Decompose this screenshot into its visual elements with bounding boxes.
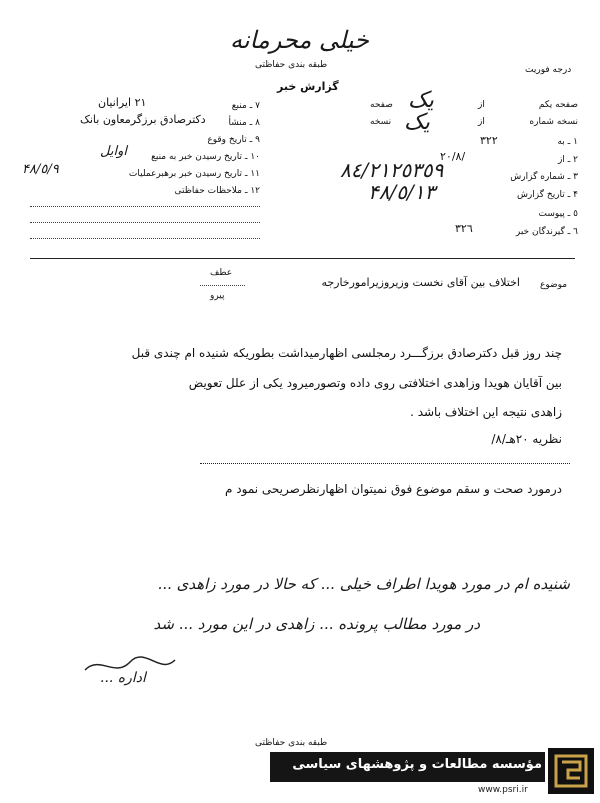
footer-stub: طبقه بندی حفاظتی bbox=[255, 738, 328, 748]
field-to-value: ٣٢٢ bbox=[480, 134, 498, 147]
footer-url: www.psri.ir bbox=[478, 785, 528, 795]
body-rule bbox=[200, 463, 570, 464]
handwritten-note-1: شنیده ام در مورد هویدا اطراف خیلی ... که حالا در مورد زاهدی ... bbox=[157, 575, 570, 593]
field-copy-mid: از bbox=[478, 117, 485, 127]
field-page-end: صفحه bbox=[370, 100, 393, 110]
field-recipients-value: ٣٢٦ bbox=[455, 222, 473, 235]
field-received-ops: ١١ ـ تاریخ رسیدن خبر برهبرعملیات bbox=[128, 169, 260, 179]
field-page-value: یک bbox=[408, 88, 434, 113]
field-label: نسخه شماره bbox=[529, 117, 578, 127]
field-origin-value: دکترصادق برزگرمعاون بانک bbox=[80, 113, 206, 126]
report-title: گزارش خبر bbox=[277, 80, 339, 93]
signature-scribble bbox=[80, 650, 180, 680]
field-attachment: ٥ ـ پیوست bbox=[538, 209, 578, 219]
body-line-2: بین آقایان هویدا وزاهدی اختلافتی روی داده وتصورمیرود یکی از علل تعویض bbox=[188, 376, 562, 390]
handwritten-signature: اداره ... bbox=[100, 670, 146, 686]
field-page-mid: از bbox=[478, 100, 485, 110]
field-report-number: ٣ ـ شماره گزارش bbox=[510, 172, 578, 182]
field-copy-end: نسخه bbox=[370, 117, 392, 127]
field-origin: ٨ ـ منشأ bbox=[228, 118, 260, 128]
body-line-3: زاهدی نتیجه این اختلاف باشد . bbox=[410, 405, 562, 419]
subject-label: موضوع bbox=[540, 280, 568, 290]
body-line-4: نظریه ٢٠هـ/٨/ bbox=[491, 432, 562, 446]
field-report-date: ۴ ـ تاریخ گزارش bbox=[516, 190, 578, 200]
field-to: ١ ـ به bbox=[557, 137, 578, 147]
priority-label: درجه فوریت bbox=[525, 65, 572, 75]
body-line-1: چند روز قبل دکترصادق برزگـــرد رمجلسی اظهارمیداشت بطوریکه شنیده ام چندی قبل bbox=[131, 346, 562, 360]
subject-text: اختلاف بین آقای نخست وزیروزیرامورخارجه bbox=[321, 276, 520, 289]
field-from: ٢ ـ از bbox=[557, 155, 578, 165]
field-source-value: ٢١ ایرانیان bbox=[98, 96, 147, 109]
footer-institute: مؤسسه مطالعات و پژوهشهای سیاسی bbox=[292, 757, 542, 772]
atf-label: عطف bbox=[210, 268, 233, 278]
subject-line bbox=[200, 285, 245, 286]
field-source: ٧ ـ منبع bbox=[231, 101, 260, 111]
body-line-5: درمورد صحت و سقم موضوع فوق نمیتوان اظهارنظرصریحی نمود م bbox=[225, 482, 562, 496]
field-line bbox=[30, 222, 260, 223]
field-report-date-value: ۴٨/٥/١٣ bbox=[368, 180, 436, 204]
field-from-value: ٢٠/٨/ bbox=[440, 150, 466, 163]
field-received-source-value: اوایل bbox=[100, 144, 127, 159]
field-page bbox=[539, 100, 578, 110]
field-occurrence-date: ٩ ـ تاریخ وقوع bbox=[207, 135, 260, 145]
field-copy bbox=[529, 117, 578, 127]
field-report-number-value: ٨٤/٢١٢٥٣٥٩ bbox=[340, 158, 444, 182]
institute-logo-icon bbox=[548, 748, 594, 794]
field-line bbox=[30, 206, 260, 207]
header-rule bbox=[30, 258, 575, 259]
field-received-ops-value: ۴٨/٥/٩ bbox=[22, 162, 59, 177]
peyro-label: پیرو bbox=[210, 291, 225, 301]
handwritten-note-2: در مورد مطالب پرونده ... زاهدی در این مورد ... شد bbox=[153, 615, 480, 633]
field-label: صفحه یکم bbox=[538, 100, 578, 110]
handwritten-title: خیلی محرمانه bbox=[230, 26, 369, 54]
field-recipients: ٦ ـ گیرندگان خبر bbox=[515, 227, 578, 237]
field-received-source: ١٠ ـ تاریخ رسیدن خبر به منبع bbox=[151, 152, 260, 162]
field-security-notes: ١٢ ـ ملاحظات حفاظتی bbox=[174, 186, 260, 196]
field-line bbox=[30, 238, 260, 239]
field-copy-value: یک bbox=[404, 110, 430, 135]
classification-label: طبقه بندی حفاظتی bbox=[255, 60, 328, 70]
